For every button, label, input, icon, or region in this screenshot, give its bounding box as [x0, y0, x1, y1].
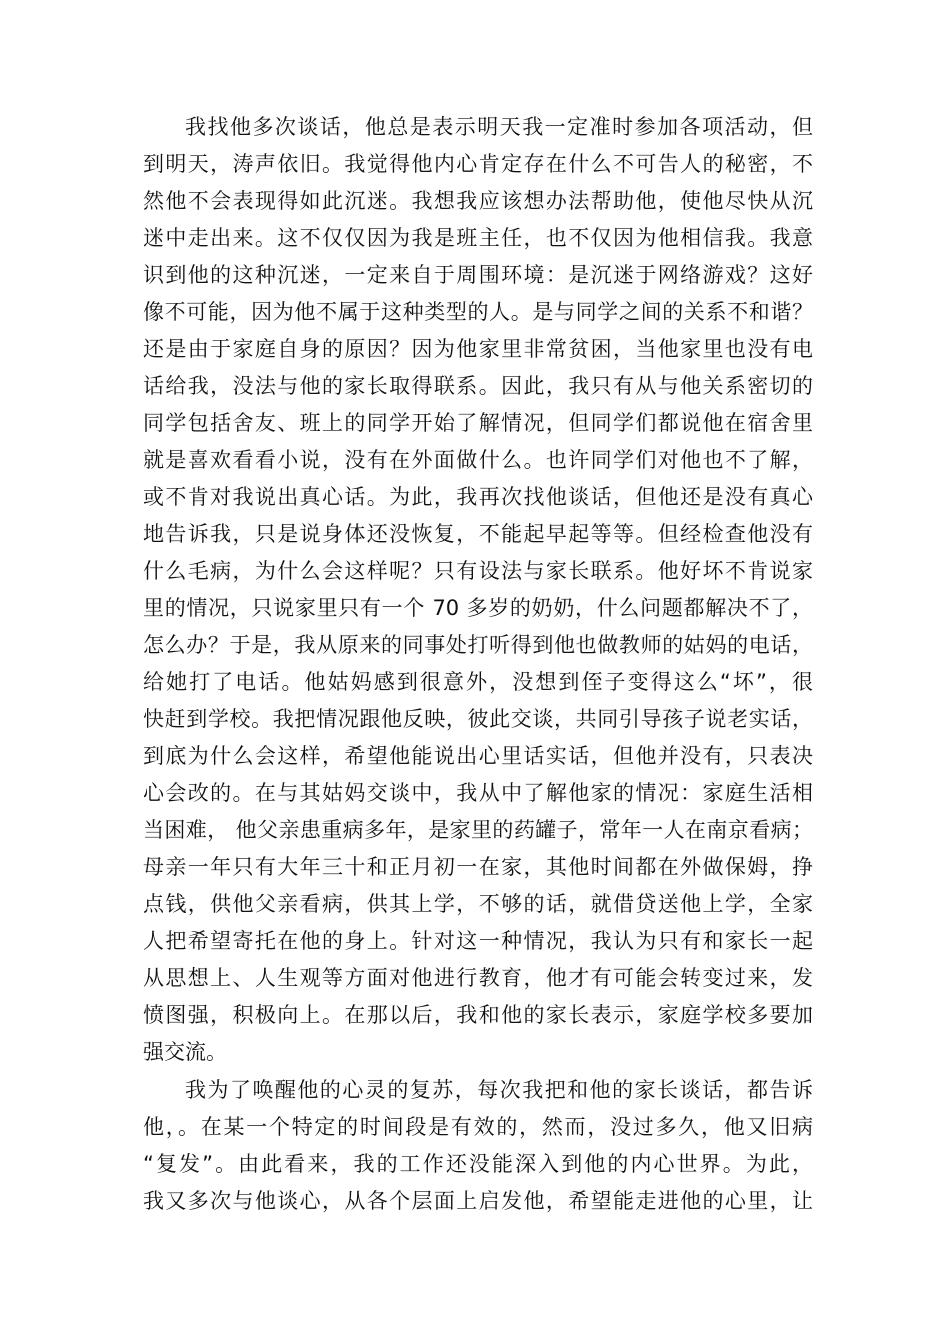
text-line: 到明天，涛声依旧。我觉得他内心肯定存在什么不可告人的秘密，不 — [143, 152, 813, 176]
text-line: “复发”。由此看来，我的工作还没能深入到他的内心世界。为此， — [143, 1152, 813, 1176]
text-line: 我又多次与他谈心，从各个层面上启发他，希望能走进他的心里，让 — [143, 1189, 813, 1213]
text-line: 我找他多次谈话，他总是表示明天我一定准时参加各项活动，但 — [185, 115, 813, 139]
text-line: 他，。在某一个特定的时间段是有效的，然而，没过多久，他又旧病 — [143, 1115, 813, 1139]
text-line: 什么毛病，为什么会这样呢？只有设法与家长联系。他好坏不肯说家 — [143, 559, 813, 583]
text-line: 或不肯对我说出真心话。为此，我再次找他谈话，但他还是没有真心 — [143, 485, 813, 509]
text-line: 点钱，供他父亲看病，供其上学，不够的话，就借贷送他上学，全家 — [143, 892, 813, 916]
text-line: 像不可能，因为他不属于这种类型的人。是与同学之间的关系不和谐？ — [143, 300, 813, 324]
text-line: 母亲一年只有大年三十和正月初一在家，其他时间都在外做保姆，挣 — [143, 855, 813, 879]
text-line: 我为了唤醒他的心灵的复苏，每次我把和他的家长谈话，都告诉 — [185, 1078, 813, 1102]
text-line: 里的情况，只说家里只有一个 70 多岁的奶奶，什么问题都解决不了， — [143, 596, 813, 620]
text-line: 到底为什么会这样，希望他能说出心里话实话，但他并没有，只表决 — [143, 744, 813, 768]
text-line: 迷中走出来。这不仅仅因为我是班主任，也不仅因为他相信我。我意 — [143, 226, 813, 250]
text-line: 给她打了电话。他姑妈感到很意外，没想到侄子变得这么“坏”，很 — [143, 670, 813, 694]
text-line: 强交流。 — [143, 1040, 227, 1064]
text-line: 然他不会表现得如此沉迷。我想我应该想办法帮助他，使他尽快从沉 — [143, 189, 813, 213]
text-line: 心会改的。在与其姑妈交谈中，我从中了解他家的情况：家庭生活相 — [143, 781, 813, 805]
text-line: 就是喜欢看看小说，没有在外面做什么。也许同学们对他也不了解， — [143, 448, 813, 472]
text-line: 愤图强，积极向上。在那以后，我和他的家长表示，家庭学校多要加 — [143, 1003, 813, 1027]
text-line: 从思想上、人生观等方面对他进行教育，他才有可能会转变过来，发 — [143, 966, 813, 990]
text-line: 地告诉我，只是说身体还没恢复，不能起早起等等。但经检查他没有 — [143, 522, 813, 546]
text-line: 人把希望寄托在他的身上。针对这一种情况，我认为只有和家长一起 — [143, 929, 813, 953]
text-line: 快赶到学校。我把情况跟他反映，彼此交谈，共同引导孩子说老实话， — [143, 707, 813, 731]
text-line: 识到他的这种沉迷，一定来自于周围环境：是沉迷于网络游戏？这好 — [143, 263, 813, 287]
text-line: 当困难， 他父亲患重病多年，是家里的药罐子，常年一人在南京看病； — [143, 818, 813, 842]
paragraph-1 — [143, 109, 813, 1071]
text-line: 同学包括舍友、班上的同学开始了解情况，但同学们都说他在宿舍里 — [143, 411, 813, 435]
text-line: 还是由于家庭自身的原因？因为他家里非常贫困，当他家里也没有电 — [143, 337, 813, 361]
paragraph-2 — [143, 1072, 813, 1220]
text-line: 怎么办？于是，我从原来的同事处打听得到他也做教师的姑妈的电话， — [143, 633, 813, 657]
text-line: 话给我，没法与他的家长取得联系。因此，我只有从与他关系密切的 — [143, 374, 813, 398]
